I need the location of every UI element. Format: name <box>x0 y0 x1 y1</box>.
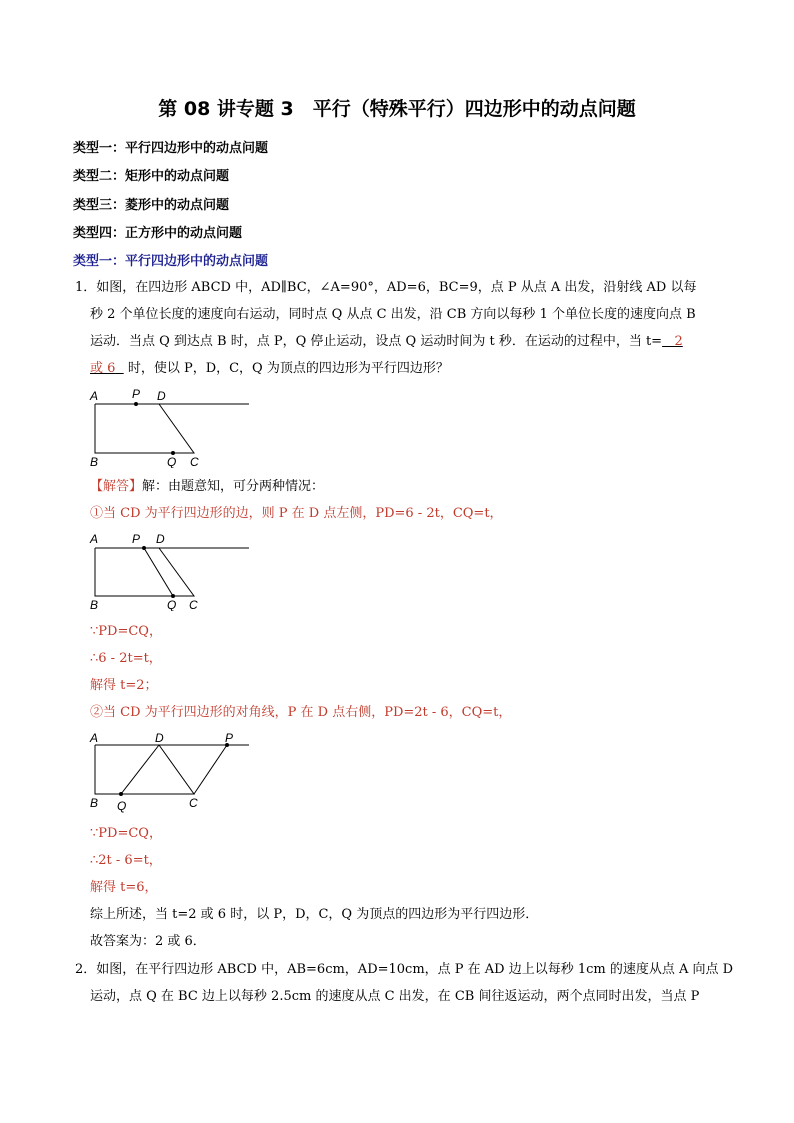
problem2-line1: 2．如图，在平行四边形 ABCD 中，AB=6cm，AD=10cm，点 P 在 AD 边上以每秒 1cm 的速度从点 A 向点 D <box>75 962 734 977</box>
type-item-2: 类型二：矩形中的动点问题 <box>73 169 230 184</box>
section-heading: 类型一：平行四边形中的动点问题 <box>73 254 269 269</box>
label-A: A <box>90 389 99 403</box>
label-C: C <box>190 455 199 468</box>
label-D: D <box>156 532 165 546</box>
label-P: P <box>225 731 234 745</box>
case1-step1: ∵PD=CQ， <box>90 624 162 639</box>
type-item-1: 类型一：平行四边形中的动点问题 <box>73 141 269 156</box>
solution-summary: 综上所述，当 t=2 或 6 时，以 P，D，C，Q 为顶点的四边形为平行四边形． <box>90 907 539 922</box>
label-A: A <box>90 731 99 745</box>
case1-text: ①当 CD 为平行四边形的边，则 P 在 D 点左侧，PD=6 - 2t，CQ=t， <box>90 506 503 521</box>
label-B: B <box>90 455 99 468</box>
label-D: D <box>155 731 164 745</box>
problem2-line2: 运动，点 Q 在 BC 边上以每秒 2.5cm 的速度从点 C 出发，在 CB 间往返运动，两个点同时出发，当点 P <box>90 989 700 1004</box>
solution-intro-text: 解：由题意知，可分两种情况： <box>142 479 325 494</box>
label-Q: Q <box>117 799 127 813</box>
case2-step2: ∴2t - 6=t， <box>90 853 162 868</box>
label-B: B <box>90 598 99 611</box>
label-P: P <box>132 387 141 401</box>
problem1-line3 <box>90 333 683 351</box>
problem1-line3-text: 运动．当点 Q 到达点 B 时，点 P，Q 停止运动，设点 Q 运动时间为 t 秒．在运动的过程中，当 t= <box>90 334 663 349</box>
answer-blank-a: 2 <box>674 334 683 349</box>
page-title: 第 08 讲专题 3 平行（特殊平行）四边形中的动点问题 <box>158 98 636 120</box>
problem1-line1: 1．如图，在四边形 ABCD 中，AD∥BC，∠A=90°，AD=6，BC=9，点 P 从点 A 出发，沿射线 AD 以每 <box>75 280 697 295</box>
solution-answer: 故答案为：2 或 6． <box>90 934 206 949</box>
label-B: B <box>90 796 99 810</box>
type-item-4: 类型四：正方形中的动点问题 <box>73 226 243 241</box>
label-Q: Q <box>167 598 177 611</box>
figure-2-case1 <box>86 529 266 611</box>
case2-step3: 解得 t=6， <box>90 880 158 895</box>
case1-step3: 解得 t=2； <box>90 678 158 693</box>
solution-label: 【解答】 <box>90 479 143 494</box>
type-item-3: 类型三：菱形中的动点问题 <box>73 198 230 213</box>
figure-1-trapezoid <box>86 386 266 468</box>
problem1-line4-text: 时，使以 P，D，C，Q 为顶点的四边形为平行四边形？ <box>127 361 449 376</box>
label-C: C <box>189 598 198 611</box>
problem1-line4 <box>90 360 449 378</box>
label-Q: Q <box>167 455 177 468</box>
case1-step2: ∴6 - 2t=t， <box>90 651 162 666</box>
case2-text: ②当 CD 为平行四边形的对角线，P 在 D 点右侧，PD=2t - 6，CQ=t， <box>90 705 512 720</box>
problem1-line2: 秒 2 个单位长度的速度向右运动，同时点 Q 从点 C 出发，沿 CB 方向以每秒 1 个单位长度的速度向点 B <box>90 307 696 322</box>
case2-step1: ∵PD=CQ， <box>90 826 162 841</box>
answer-blank-b: 或 6 <box>90 361 116 376</box>
solution-intro <box>90 478 324 496</box>
label-P: P <box>132 532 141 546</box>
label-D: D <box>157 389 166 403</box>
label-A: A <box>90 532 99 546</box>
label-C: C <box>189 796 198 810</box>
figure-3-case2 <box>86 728 266 818</box>
